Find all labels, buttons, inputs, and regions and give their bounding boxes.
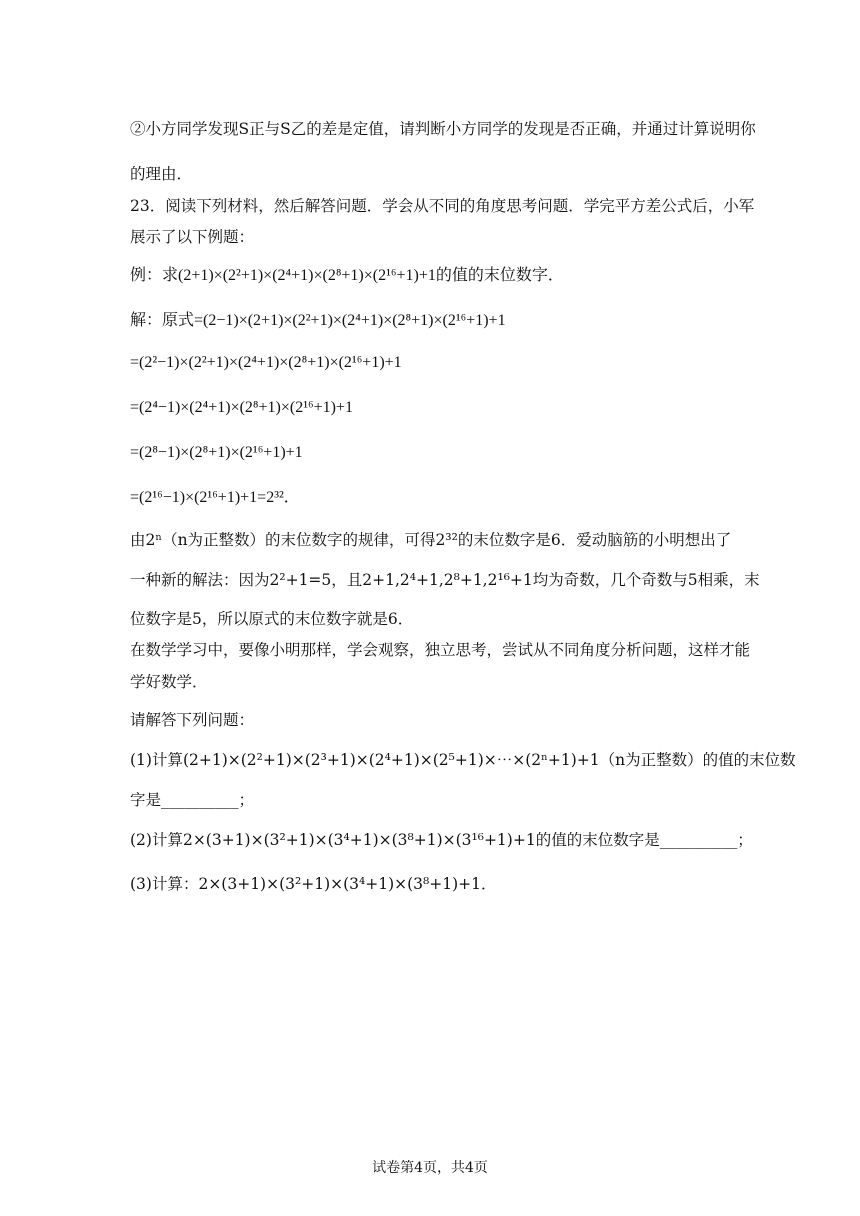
text-line-16: 请解答下列问题：	[130, 711, 255, 729]
question-1-blank: 字是__________；	[130, 791, 255, 809]
solution-step-3: =(2⁴−1)×(2⁴+1)×(2⁸+1)×(2¹⁶+1)+1	[130, 399, 353, 416]
solution-step-5: =(2¹⁶−1)×(2¹⁶+1)+1=2³²．	[130, 489, 300, 506]
text-line-11: 由2ⁿ（n为正整数）的末位数字的规律，可得2³²的末位数字是6．爱动脑筋的小明想出了	[130, 531, 732, 549]
page-footer: 试卷第4页，共4页	[372, 1160, 488, 1176]
solution-step-2: =(2²−1)×(2²+1)×(2⁴+1)×(2⁸+1)×(2¹⁶+1)+1	[130, 354, 402, 371]
question-1: (1)计算(2+1)×(2²+1)×(2³+1)×(2⁴+1)×(2⁵+1)×⋯×(2ⁿ+1)+1（n为正整数）的值的末位数	[130, 751, 796, 769]
text-line-2: 的理由．	[130, 165, 193, 183]
text-line-13: 位数字是5，所以原式的末位数字就是6．	[130, 610, 414, 628]
text-line-1: ②小方同学发现S正与S乙的差是定值，请判断小方同学的发现是否正确，并通过计算说明你	[130, 120, 756, 138]
example-statement: 例：求(2+1)×(2²+1)×(2⁴+1)×(2⁸+1)×(2¹⁶+1)+1的值的末位数字．	[130, 267, 564, 284]
solution-step-1: 解：原式=(2−1)×(2+1)×(2²+1)×(2⁴+1)×(2⁸+1)×(2¹⁶+1)+1	[130, 312, 506, 329]
solution-step-4: =(2⁸−1)×(2⁸+1)×(2¹⁶+1)+1	[130, 444, 303, 461]
text-line-4: 展示了以下例题：	[130, 228, 255, 246]
question-2: (2)计算2×(3+1)×(3²+1)×(3⁴+1)×(3⁸+1)×(3¹⁶+1)+1的值的末位数字是__________；	[130, 831, 753, 849]
text-line-15: 学好数学．	[130, 673, 208, 691]
question-3: (3)计算：2×(3+1)×(3²+1)×(3⁴+1)×(3⁸+1)+1．	[130, 875, 497, 893]
text-line-12: 一种新的解法：因为2²+1=5，且2+1,2⁴+1,2⁸+1,2¹⁶+1均为奇数，几个奇数与5相乘，末	[130, 571, 760, 589]
problem-23-intro: 23．阅读下列材料，然后解答问题．学会从不同的角度思考问题．学完平方差公式后，小军	[130, 197, 755, 215]
text-line-14: 在数学学习中，要像小明那样，学会观察，独立思考，尝试从不同角度分析问题，这样才能	[130, 641, 751, 659]
